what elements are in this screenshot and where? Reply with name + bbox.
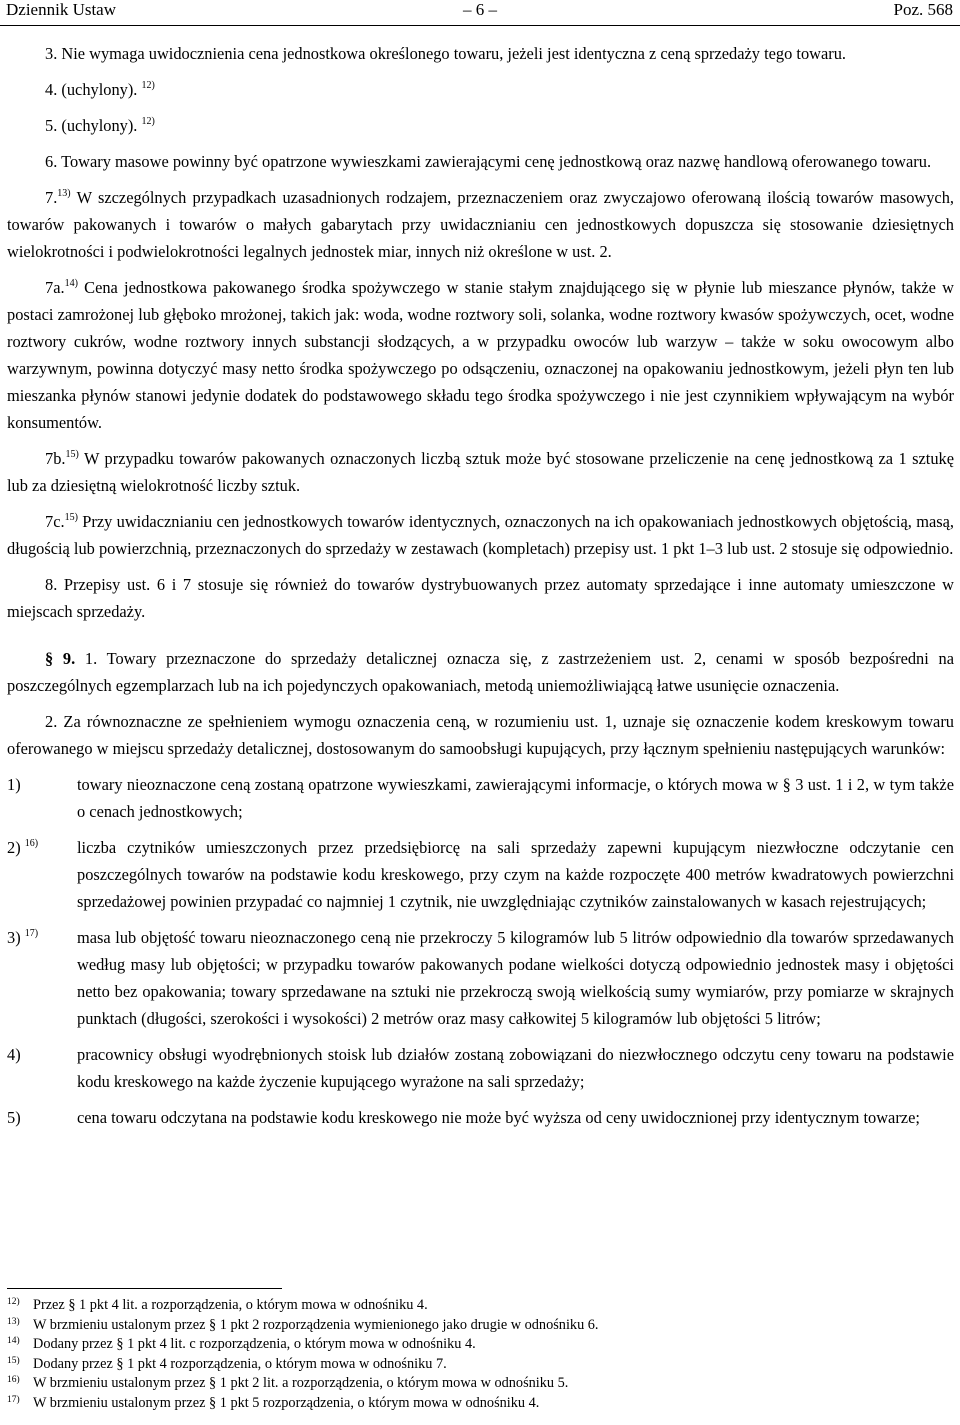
paragraph-8: 8. Przepisy ust. 6 i 7 stosuje się również do towarów dystrybuowanych przez automaty sprzedające i inne automaty umieszczone w miejscach sprzedaży.	[7, 575, 954, 621]
footnote-ref: 17)	[24, 927, 39, 939]
list-item: 4) pracownicy obsługi wyodrębnionych stoisk lub działów zostaną zobowiązani do niezwłocznego odczytu ceny towaru na podstawie kodu kreskowego na każde życzenie kupującego wyrażone na sali sprzedaży;	[7, 1045, 954, 1091]
paragraph-7c: 7c.$^{15)}$ Przy uwidacznianiu cen jednostkowych towarów identycznych, oznaczonych na ich opakowaniach jednostkowych objętością, masą, długością lub powierzchnią, przeznaczonych do sprzedaży w zestawach (kompletach) przepisy ust. 1 pkt 1–3 lub ust. 2 stosuje się odpowiednio.	[7, 511, 954, 558]
footnote: 13) W brzmieniu ustalonym przez § 1 pkt 2 rozporządzenia wymienionego jako drugie w odnośniku 6.	[7, 1316, 599, 1333]
footnote-ref: 13)	[57, 187, 71, 199]
section-9-paragraph-2: 2. Za równoznaczne ze spełnieniem wymogu oznaczenia ceną, w rozumieniu ust. 1, uznaje się oznaczenie kodem kreskowym towaru oferowanego w miejscu sprzedaży detalicznej, dostosowanym do samoobsługi kupujących, przy łącznym spełnieniu następujących warunków:	[7, 712, 954, 758]
section-9-paragraph-1: § 9. 1. Towary przeznaczone do sprzedaży detalicznej oznacza się, z zastrzeżeniem ust. 2, cenami w sposób bezpośredni na poszczególnych egzemplarzach lub na ich pojedynczych opakowaniach, metodą uniemożliwiającą łatwe usunięcie oznaczenia.	[7, 649, 954, 695]
page-number: – 6 –	[463, 0, 497, 19]
position-number: Poz. 568	[893, 0, 953, 19]
paragraph-4: 4. (uchylony). $^{12)}$	[45, 79, 155, 99]
paragraph-7a: 7a.$^{14)}$ Cena jednostkowa pakowanego środka spożywczego w stanie stałym znajdującego się w płynie lub mieszance płynów, także w postaci zamrożonej lub głęboko mrożonej, takich jak: woda, wodne roztwory soli, solanka, wodne roztwory kwasów spożywczych, ocet, wodne roztwory cukrów, wodne roztwory innych substancji słodzących, a w przypadku owoców lub warzyw – także w soku owocowym albo warzywnym, powinna dotyczyć masy netto środka spożywczego po odsączeniu, oznaczonej na opakowaniu jednostkowym, jeżeli płyn ten lub mieszanka płynów stanowi jedynie dodatek do podstawowego składu tego środka spożywczego i nie jest czynnikiem wpływającym na wybór konsumentów.	[7, 277, 954, 432]
footnote-ref: 12)	[141, 115, 155, 127]
footnote: 17) W brzmieniu ustalonym przez § 1 pkt 5 rozporządzenia, o którym mowa w odnośniku 4.	[7, 1394, 540, 1411]
page-header	[0, 0, 960, 24]
footnote: 14) Dodany przez § 1 pkt 4 lit. c rozporządzenia, o którym mowa w odnośniku 4.	[7, 1336, 476, 1352]
footnotes	[7, 1296, 947, 1413]
footnote-ref: 15)	[64, 511, 78, 523]
header-rule	[0, 25, 960, 26]
footnote-ref: 14)	[64, 277, 78, 289]
footnote-separator	[7, 1288, 282, 1289]
footnote: 15) Dodany przez § 1 pkt 4 rozporządzenia, o którym mowa w odnośniku 7.	[7, 1355, 447, 1372]
list-item: 3) $^{17)}$ masa lub objętość towaru nieoznaczonego ceną nie przekroczy 5 kilogramów lub 5 litrów odpowiednio dla towarów sprzedawanych według masy lub objętości; w przypadku towarów pakowanych podane wielkości dotyczą odpowiednio jednostek masy i objętości netto bez opakowania; towary sprzedawane na sztuki nie przekroczą swoją wielkością sumy wymiarów, przy pomiarze w skrajnych punktach (długości, szerokości i wysokości) 2 metrów oraz masy całkowitej 5 kilogramów lub objętości 5 litrów;	[7, 927, 954, 1028]
paragraph-3: 3. Nie wymaga uwidocznienia cena jednostkowa określonego towaru, jeżeli jest identyczna z ceną sprzedaży tego towaru.	[45, 44, 847, 63]
footnote-ref: 16)	[24, 837, 39, 849]
paragraph-6: 6. Towary masowe powinny być opatrzone wywieszkami zawierającymi cenę jednostkową oraz nazwę handlową oferowanego towaru.	[45, 152, 932, 171]
conditions-list	[7, 771, 954, 1131]
list-item: 5) cena towaru odczytana na podstawie kodu kreskowego nie może być wyższa od ceny uwidocznionej przy identycznym towarze;	[7, 1108, 920, 1127]
document-body	[7, 40, 954, 1140]
footnote: 12) Przez § 1 pkt 4 lit. a rozporządzenia, o którym mowa w odnośniku 4.	[7, 1297, 428, 1313]
footnote: 16) W brzmieniu ustalonym przez § 1 pkt 2 lit. a rozporządzenia, o którym mowa w odnośniku 5.	[7, 1375, 569, 1391]
list-item: 2) $^{16)}$ liczba czytników umieszczonych przez przedsiębiorcę na sali sprzedaży zapewni kupującym niezwłoczne odczytanie cen poszczególnych towarów na podstawie kodu kreskowego, przy czym na każde rozpoczęte 400 metrów kwadratowych powierzchni sprzedażowej powinien przypadać co najmniej 1 czytnik, nie uwzględniając czytników zainstalowanych w kasach rejestrujących;	[7, 837, 954, 911]
section-9-label: § 9.	[45, 649, 76, 668]
paragraph-7: 7.$^{13)}$ W szczególnych przypadkach uzasadnionych rodzajem, przeznaczeniem oraz zwyczajowo oferowaną ilością towarów masowych, towarów pakowanych i towarów o małych gabarytach przy uwidacznianiu cen jednostkowych dopuszcza się stosowanie dziesiętnych wielokrotności i podwielokrotności legalnych jednostek miar, innych niż określone w ust. 2.	[7, 187, 954, 261]
paragraph-5: 5. (uchylony). $^{12)}$	[45, 115, 155, 135]
footnote-ref: 15)	[65, 448, 79, 460]
list-item: 1) towary nieoznaczone ceną zostaną opatrzone wywieszkami, zawierającymi informacje, o których mowa w § 3 ust. 1 i 2, w tym także o cenach jednostkowych;	[7, 775, 954, 821]
journal-title: Dziennik Ustaw	[6, 0, 117, 19]
footnote-ref: 12)	[141, 79, 155, 91]
paragraph-7b: 7b.$^{15)}$ W przypadku towarów pakowanych oznaczonych liczbą sztuk może być stosowane przeliczenie na cenę jednostkową za 1 sztukę lub za dziesiętną wielokrotność liczby sztuk.	[7, 448, 954, 495]
